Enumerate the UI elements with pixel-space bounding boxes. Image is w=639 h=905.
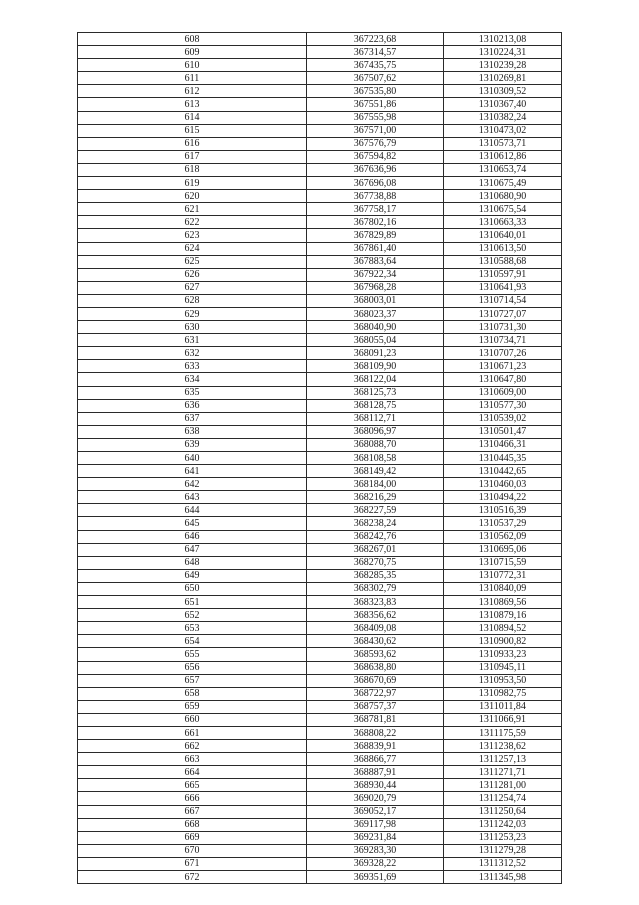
y-coordinate-cell: 1311250,64 <box>444 805 562 818</box>
table-row <box>78 871 562 884</box>
point-number-cell: 633 <box>78 360 307 373</box>
y-coordinate-cell: 1311257,13 <box>444 753 562 766</box>
x-coordinate-cell: 368285,35 <box>307 569 444 582</box>
x-coordinate-cell: 368323,83 <box>307 596 444 609</box>
x-coordinate-cell: 367758,17 <box>307 203 444 216</box>
point-number-cell: 643 <box>78 491 307 504</box>
point-number-cell: 615 <box>78 124 307 137</box>
y-coordinate-cell: 1310641,93 <box>444 281 562 294</box>
y-coordinate-cell: 1310537,29 <box>444 517 562 530</box>
table-row <box>78 857 562 870</box>
point-number-cell: 612 <box>78 85 307 98</box>
y-coordinate-cell: 1310516,39 <box>444 504 562 517</box>
x-coordinate-cell: 368670,69 <box>307 674 444 687</box>
point-number-cell: 671 <box>78 857 307 870</box>
x-coordinate-cell: 367314,57 <box>307 46 444 59</box>
point-number-cell: 672 <box>78 871 307 884</box>
y-coordinate-cell: 1310577,30 <box>444 399 562 412</box>
y-coordinate-cell: 1310869,56 <box>444 596 562 609</box>
y-coordinate-cell: 1310715,59 <box>444 556 562 569</box>
table-row <box>78 792 562 805</box>
table-row <box>78 648 562 661</box>
y-coordinate-cell: 1311066,91 <box>444 713 562 726</box>
table-row <box>78 85 562 98</box>
table-row <box>78 373 562 386</box>
point-number-cell: 631 <box>78 334 307 347</box>
table-row <box>78 438 562 451</box>
y-coordinate-cell: 1310653,74 <box>444 163 562 176</box>
y-coordinate-cell: 1310588,68 <box>444 255 562 268</box>
point-number-cell: 664 <box>78 766 307 779</box>
y-coordinate-cell: 1310494,22 <box>444 491 562 504</box>
table-row <box>78 334 562 347</box>
x-coordinate-cell: 369020,79 <box>307 792 444 805</box>
x-coordinate-cell: 368356,62 <box>307 609 444 622</box>
table-row <box>78 478 562 491</box>
point-number-cell: 642 <box>78 478 307 491</box>
table-row <box>78 504 562 517</box>
table-row <box>78 137 562 150</box>
x-coordinate-cell: 368930,44 <box>307 779 444 792</box>
point-number-cell: 650 <box>78 582 307 595</box>
x-coordinate-cell: 368108,58 <box>307 452 444 465</box>
y-coordinate-cell: 1310239,28 <box>444 59 562 72</box>
y-coordinate-cell: 1310213,08 <box>444 33 562 46</box>
y-coordinate-cell: 1310501,47 <box>444 425 562 438</box>
x-coordinate-cell: 367571,00 <box>307 124 444 137</box>
y-coordinate-cell: 1310663,33 <box>444 216 562 229</box>
point-number-cell: 666 <box>78 792 307 805</box>
y-coordinate-cell: 1310367,40 <box>444 98 562 111</box>
y-coordinate-cell: 1311253,23 <box>444 831 562 844</box>
point-number-cell: 663 <box>78 753 307 766</box>
table-row <box>78 163 562 176</box>
point-number-cell: 656 <box>78 661 307 674</box>
point-number-cell: 661 <box>78 726 307 739</box>
y-coordinate-cell: 1310460,03 <box>444 478 562 491</box>
point-number-cell: 637 <box>78 412 307 425</box>
y-coordinate-cell: 1310675,54 <box>444 203 562 216</box>
point-number-cell: 613 <box>78 98 307 111</box>
x-coordinate-cell: 367435,75 <box>307 59 444 72</box>
table-row <box>78 622 562 635</box>
x-coordinate-cell: 368722,97 <box>307 687 444 700</box>
point-number-cell: 638 <box>78 425 307 438</box>
x-coordinate-cell: 367594,82 <box>307 150 444 163</box>
table-row <box>78 569 562 582</box>
y-coordinate-cell: 1310640,01 <box>444 229 562 242</box>
x-coordinate-cell: 368430,62 <box>307 635 444 648</box>
y-coordinate-cell: 1310442,65 <box>444 465 562 478</box>
x-coordinate-cell: 368088,70 <box>307 438 444 451</box>
x-coordinate-cell: 368096,97 <box>307 425 444 438</box>
x-coordinate-cell: 367696,08 <box>307 177 444 190</box>
x-coordinate-cell: 368184,00 <box>307 478 444 491</box>
y-coordinate-cell: 1310224,31 <box>444 46 562 59</box>
point-number-cell: 669 <box>78 831 307 844</box>
table-row <box>78 386 562 399</box>
point-number-cell: 622 <box>78 216 307 229</box>
table-row <box>78 294 562 307</box>
table-row <box>78 635 562 648</box>
y-coordinate-cell: 1310714,54 <box>444 294 562 307</box>
point-number-cell: 636 <box>78 399 307 412</box>
y-coordinate-cell: 1310539,02 <box>444 412 562 425</box>
y-coordinate-cell: 1310445,35 <box>444 452 562 465</box>
x-coordinate-cell: 368638,80 <box>307 661 444 674</box>
x-coordinate-cell: 367223,68 <box>307 33 444 46</box>
y-coordinate-cell: 1311242,03 <box>444 818 562 831</box>
y-coordinate-cell: 1311312,52 <box>444 857 562 870</box>
point-number-cell: 645 <box>78 517 307 530</box>
point-number-cell: 635 <box>78 386 307 399</box>
x-coordinate-cell: 369283,30 <box>307 844 444 857</box>
point-number-cell: 616 <box>78 137 307 150</box>
y-coordinate-cell: 1311345,98 <box>444 871 562 884</box>
x-coordinate-cell: 368593,62 <box>307 648 444 661</box>
x-coordinate-cell: 368040,90 <box>307 321 444 334</box>
x-coordinate-cell: 368757,37 <box>307 700 444 713</box>
y-coordinate-cell: 1310647,80 <box>444 373 562 386</box>
table-row <box>78 740 562 753</box>
point-number-cell: 614 <box>78 111 307 124</box>
y-coordinate-cell: 1310695,06 <box>444 543 562 556</box>
point-number-cell: 648 <box>78 556 307 569</box>
table-row <box>78 609 562 622</box>
table-row <box>78 98 562 111</box>
table-row <box>78 242 562 255</box>
x-coordinate-cell: 367555,98 <box>307 111 444 124</box>
table-row <box>78 321 562 334</box>
table-row <box>78 766 562 779</box>
point-number-cell: 621 <box>78 203 307 216</box>
y-coordinate-cell: 1310680,90 <box>444 190 562 203</box>
table-row <box>78 465 562 478</box>
table-row <box>78 543 562 556</box>
x-coordinate-cell: 369231,84 <box>307 831 444 844</box>
x-coordinate-cell: 367883,64 <box>307 255 444 268</box>
point-number-cell: 628 <box>78 294 307 307</box>
table-row <box>78 726 562 739</box>
x-coordinate-cell: 368109,90 <box>307 360 444 373</box>
x-coordinate-cell: 368112,71 <box>307 412 444 425</box>
x-coordinate-cell: 368808,22 <box>307 726 444 739</box>
point-number-cell: 668 <box>78 818 307 831</box>
x-coordinate-cell: 368866,77 <box>307 753 444 766</box>
table-row <box>78 268 562 281</box>
x-coordinate-cell: 368781,81 <box>307 713 444 726</box>
y-coordinate-cell: 1310953,50 <box>444 674 562 687</box>
point-number-cell: 670 <box>78 844 307 857</box>
x-coordinate-cell: 368267,01 <box>307 543 444 556</box>
x-coordinate-cell: 368227,59 <box>307 504 444 517</box>
y-coordinate-cell: 1310982,75 <box>444 687 562 700</box>
point-number-cell: 608 <box>78 33 307 46</box>
y-coordinate-cell: 1311011,84 <box>444 700 562 713</box>
table-row <box>78 831 562 844</box>
table-row <box>78 59 562 72</box>
x-coordinate-cell: 367738,88 <box>307 190 444 203</box>
x-coordinate-cell: 368302,79 <box>307 582 444 595</box>
x-coordinate-cell: 368887,91 <box>307 766 444 779</box>
coordinates-table <box>77 32 562 884</box>
y-coordinate-cell: 1310879,16 <box>444 609 562 622</box>
y-coordinate-cell: 1310772,31 <box>444 569 562 582</box>
y-coordinate-cell: 1310707,26 <box>444 347 562 360</box>
y-coordinate-cell: 1310671,23 <box>444 360 562 373</box>
x-coordinate-cell: 368091,23 <box>307 347 444 360</box>
table-row <box>78 844 562 857</box>
point-number-cell: 634 <box>78 373 307 386</box>
x-coordinate-cell: 369351,69 <box>307 871 444 884</box>
table-row <box>78 491 562 504</box>
y-coordinate-cell: 1310597,91 <box>444 268 562 281</box>
y-coordinate-cell: 1310675,49 <box>444 177 562 190</box>
x-coordinate-cell: 368216,29 <box>307 491 444 504</box>
y-coordinate-cell: 1310727,07 <box>444 307 562 320</box>
table-row <box>78 203 562 216</box>
point-number-cell: 649 <box>78 569 307 582</box>
point-number-cell: 658 <box>78 687 307 700</box>
point-number-cell: 620 <box>78 190 307 203</box>
y-coordinate-cell: 1310840,09 <box>444 582 562 595</box>
y-coordinate-cell: 1311279,28 <box>444 844 562 857</box>
point-number-cell: 651 <box>78 596 307 609</box>
point-number-cell: 665 <box>78 779 307 792</box>
x-coordinate-cell: 369052,17 <box>307 805 444 818</box>
table-row <box>78 530 562 543</box>
x-coordinate-cell: 367802,16 <box>307 216 444 229</box>
x-coordinate-cell: 369328,22 <box>307 857 444 870</box>
point-number-cell: 667 <box>78 805 307 818</box>
point-number-cell: 617 <box>78 150 307 163</box>
point-number-cell: 623 <box>78 229 307 242</box>
y-coordinate-cell: 1310894,52 <box>444 622 562 635</box>
y-coordinate-cell: 1311271,71 <box>444 766 562 779</box>
x-coordinate-cell: 368055,04 <box>307 334 444 347</box>
table-row <box>78 216 562 229</box>
point-number-cell: 646 <box>78 530 307 543</box>
point-number-cell: 611 <box>78 72 307 85</box>
x-coordinate-cell: 368238,24 <box>307 517 444 530</box>
table-row <box>78 661 562 674</box>
table-row <box>78 596 562 609</box>
x-coordinate-cell: 367551,86 <box>307 98 444 111</box>
table-row <box>78 150 562 163</box>
point-number-cell: 652 <box>78 609 307 622</box>
point-number-cell: 655 <box>78 648 307 661</box>
table-row <box>78 805 562 818</box>
point-number-cell: 619 <box>78 177 307 190</box>
table-row <box>78 281 562 294</box>
y-coordinate-cell: 1310612,86 <box>444 150 562 163</box>
point-number-cell: 624 <box>78 242 307 255</box>
point-number-cell: 630 <box>78 321 307 334</box>
table-row <box>78 700 562 713</box>
x-coordinate-cell: 368149,42 <box>307 465 444 478</box>
point-number-cell: 625 <box>78 255 307 268</box>
table-row <box>78 72 562 85</box>
x-coordinate-cell: 367829,89 <box>307 229 444 242</box>
x-coordinate-cell: 368409,08 <box>307 622 444 635</box>
table-row <box>78 46 562 59</box>
table-row <box>78 674 562 687</box>
x-coordinate-cell: 367535,80 <box>307 85 444 98</box>
x-coordinate-cell: 368023,37 <box>307 307 444 320</box>
y-coordinate-cell: 1310734,71 <box>444 334 562 347</box>
table-row <box>78 556 562 569</box>
table-row <box>78 111 562 124</box>
x-coordinate-cell: 368270,75 <box>307 556 444 569</box>
x-coordinate-cell: 368242,76 <box>307 530 444 543</box>
point-number-cell: 644 <box>78 504 307 517</box>
y-coordinate-cell: 1310609,00 <box>444 386 562 399</box>
table-row <box>78 517 562 530</box>
y-coordinate-cell: 1311175,59 <box>444 726 562 739</box>
point-number-cell: 654 <box>78 635 307 648</box>
y-coordinate-cell: 1310309,52 <box>444 85 562 98</box>
x-coordinate-cell: 368839,91 <box>307 740 444 753</box>
point-number-cell: 653 <box>78 622 307 635</box>
table-row <box>78 687 562 700</box>
table-row <box>78 818 562 831</box>
point-number-cell: 659 <box>78 700 307 713</box>
table-row <box>78 255 562 268</box>
point-number-cell: 610 <box>78 59 307 72</box>
y-coordinate-cell: 1311281,00 <box>444 779 562 792</box>
table-row <box>78 779 562 792</box>
table-row <box>78 33 562 46</box>
point-number-cell: 609 <box>78 46 307 59</box>
table-row <box>78 399 562 412</box>
x-coordinate-cell: 367968,28 <box>307 281 444 294</box>
point-number-cell: 647 <box>78 543 307 556</box>
x-coordinate-cell: 367861,40 <box>307 242 444 255</box>
point-number-cell: 618 <box>78 163 307 176</box>
x-coordinate-cell: 368125,73 <box>307 386 444 399</box>
x-coordinate-cell: 369117,98 <box>307 818 444 831</box>
point-number-cell: 632 <box>78 347 307 360</box>
x-coordinate-cell: 368122,04 <box>307 373 444 386</box>
y-coordinate-cell: 1310731,30 <box>444 321 562 334</box>
table-row <box>78 753 562 766</box>
table-row <box>78 177 562 190</box>
table-row <box>78 425 562 438</box>
table-row <box>78 190 562 203</box>
y-coordinate-cell: 1310269,81 <box>444 72 562 85</box>
y-coordinate-cell: 1311238,62 <box>444 740 562 753</box>
point-number-cell: 626 <box>78 268 307 281</box>
table-row <box>78 412 562 425</box>
point-number-cell: 629 <box>78 307 307 320</box>
table-row <box>78 347 562 360</box>
point-number-cell: 657 <box>78 674 307 687</box>
table-row <box>78 360 562 373</box>
table-row <box>78 124 562 137</box>
table-row <box>78 307 562 320</box>
y-coordinate-cell: 1311254,74 <box>444 792 562 805</box>
y-coordinate-cell: 1310466,31 <box>444 438 562 451</box>
x-coordinate-cell: 367576,79 <box>307 137 444 150</box>
point-number-cell: 639 <box>78 438 307 451</box>
y-coordinate-cell: 1310933,23 <box>444 648 562 661</box>
table-row <box>78 229 562 242</box>
y-coordinate-cell: 1310900,82 <box>444 635 562 648</box>
y-coordinate-cell: 1310613,50 <box>444 242 562 255</box>
point-number-cell: 662 <box>78 740 307 753</box>
x-coordinate-cell: 367636,96 <box>307 163 444 176</box>
point-number-cell: 627 <box>78 281 307 294</box>
y-coordinate-cell: 1310382,24 <box>444 111 562 124</box>
y-coordinate-cell: 1310945,11 <box>444 661 562 674</box>
point-number-cell: 660 <box>78 713 307 726</box>
point-number-cell: 640 <box>78 452 307 465</box>
x-coordinate-cell: 367922,34 <box>307 268 444 281</box>
table-row <box>78 582 562 595</box>
x-coordinate-cell: 368128,75 <box>307 399 444 412</box>
coordinates-table-body <box>78 33 562 884</box>
table-row <box>78 713 562 726</box>
y-coordinate-cell: 1310473,02 <box>444 124 562 137</box>
y-coordinate-cell: 1310573,71 <box>444 137 562 150</box>
point-number-cell: 641 <box>78 465 307 478</box>
table-row <box>78 452 562 465</box>
x-coordinate-cell: 367507,62 <box>307 72 444 85</box>
x-coordinate-cell: 368003,01 <box>307 294 444 307</box>
y-coordinate-cell: 1310562,09 <box>444 530 562 543</box>
